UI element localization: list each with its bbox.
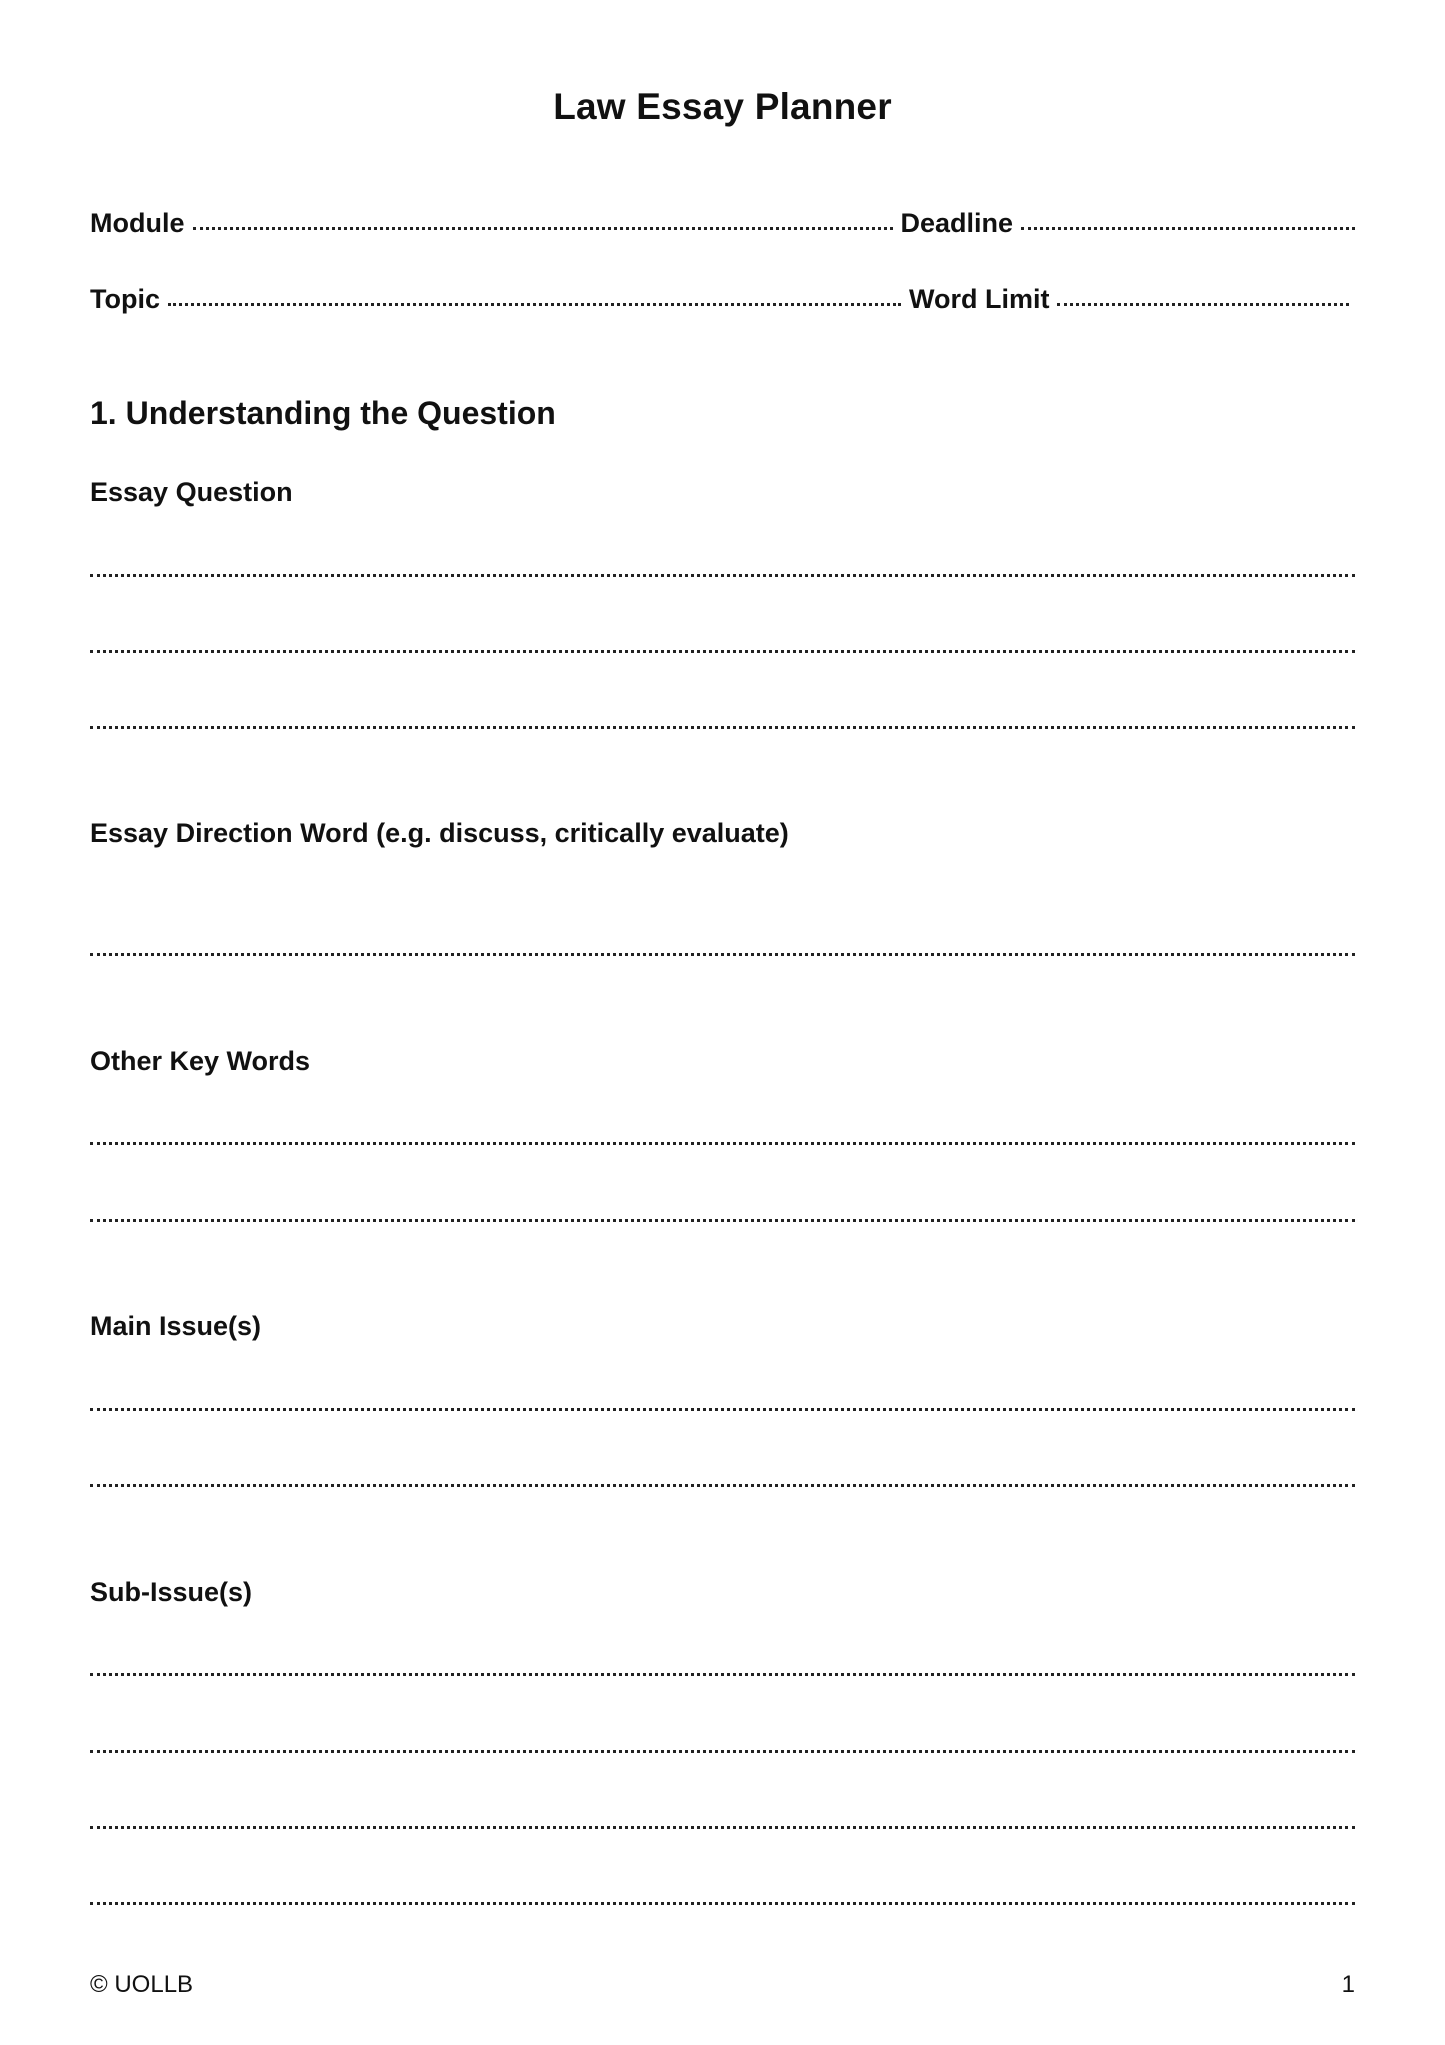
main-issues-line-2[interactable]: [90, 1484, 1355, 1487]
topic-label: Topic: [90, 284, 160, 314]
module-field[interactable]: [193, 221, 893, 230]
deadline-field[interactable]: [1021, 221, 1355, 230]
other-key-words-line-2[interactable]: [90, 1219, 1355, 1222]
direction-word-label: Essay Direction Word (e.g. discuss, critically evaluate): [90, 818, 789, 848]
essay-question-line-2[interactable]: [90, 650, 1355, 653]
section-heading-understanding: 1. Understanding the Question: [90, 395, 556, 431]
other-key-words-line-1[interactable]: [90, 1142, 1355, 1145]
footer-copyright: © UOLLB: [90, 1971, 194, 1998]
sub-issues-line-2[interactable]: [90, 1750, 1355, 1753]
deadline-label: Deadline: [900, 208, 1014, 238]
sub-issues-line-3[interactable]: [90, 1826, 1355, 1829]
footer-page-number: 1: [1341, 1971, 1355, 1998]
module-label: Module: [90, 208, 185, 238]
other-key-words-label: Other Key Words: [90, 1046, 311, 1076]
module-deadline-row: [90, 208, 1355, 248]
sub-issues-label: Sub-Issue(s): [90, 1577, 253, 1607]
main-issues-line-1[interactable]: [90, 1408, 1355, 1411]
essay-question-label: Essay Question: [90, 477, 293, 507]
essay-question-line-1[interactable]: [90, 574, 1355, 577]
page-title: Law Essay Planner: [553, 86, 892, 127]
word-limit-label: Word Limit: [909, 284, 1050, 314]
sub-issues-line-1[interactable]: [90, 1673, 1355, 1676]
sub-issues-line-4[interactable]: [90, 1902, 1355, 1905]
direction-word-line-1[interactable]: [90, 953, 1355, 956]
word-limit-field[interactable]: [1057, 297, 1349, 306]
topic-wordlimit-row: [90, 284, 1355, 324]
main-issues-label: Main Issue(s): [90, 1311, 262, 1341]
topic-field[interactable]: [168, 297, 901, 306]
essay-question-line-3[interactable]: [90, 726, 1355, 729]
